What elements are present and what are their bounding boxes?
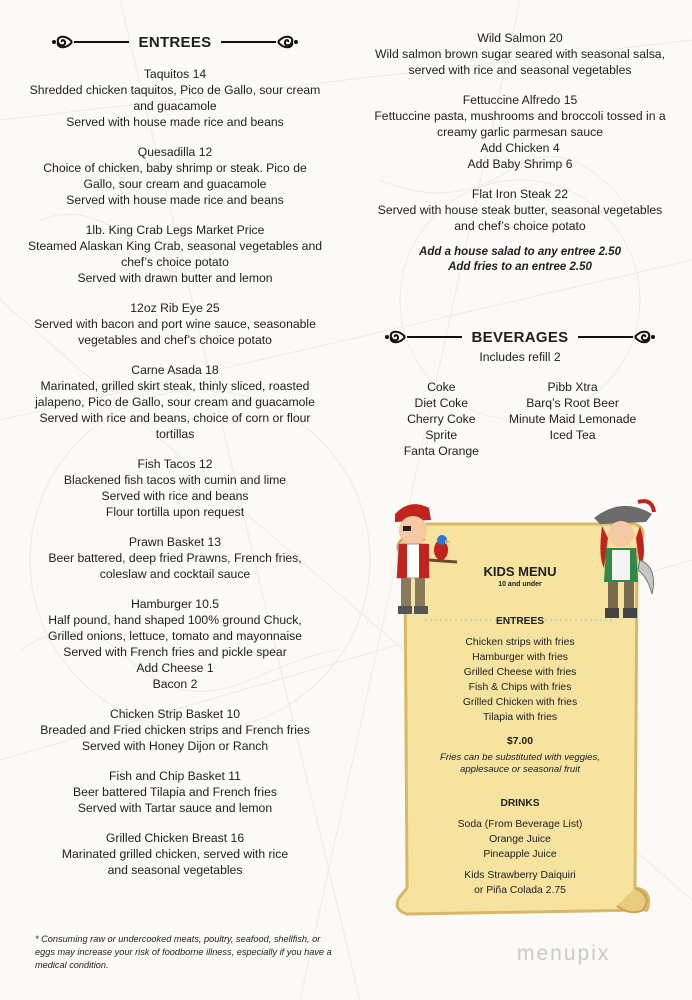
kids-entree-item: Grilled Cheese with fries — [463, 667, 577, 678]
menu-item-name: Wild Salmon 20 — [477, 31, 563, 45]
menu-item — [10, 830, 340, 878]
menu-item-description: Served with house made rice and beans — [66, 115, 284, 129]
kids-drinks-title: DRINKS — [500, 798, 540, 809]
menu-item — [10, 534, 340, 582]
menu-item — [10, 456, 340, 520]
kids-entree-item: Tilapia with fries — [482, 712, 558, 723]
menu-item-description: Choice of chicken, baby shrimp or steak. Pico de — [43, 161, 307, 175]
menu-item-description: Served with house steak butter, seasonal vegetables — [377, 203, 663, 217]
beverage-item: Coke — [427, 380, 456, 394]
menu-item-description: Bacon 2 — [152, 677, 198, 691]
menu-item-name: Chicken Strip Basket 10 — [109, 707, 241, 721]
menu-item-description: jalapeno, Pico de Gallo, sour cream and guacamole — [35, 395, 315, 409]
kids-menu-body — [415, 614, 625, 898]
menu-item-description: creamy garlic parmesan sauce — [437, 125, 603, 139]
menu-item-description: served with rice and seasonal vegetables — [408, 63, 632, 77]
menu-item — [355, 186, 685, 234]
menu-item-description: Breaded and Fried chicken strips and French fries — [40, 723, 310, 737]
scroll-ornament-icon — [578, 327, 655, 347]
menu-item-description: Served with bacon and port wine sauce, seasonable — [34, 317, 316, 331]
menu-item-description: Blackened fish tacos with cumin and lime — [63, 473, 287, 487]
menu-item — [10, 144, 340, 208]
kids-entree-item: Hamburger with fries — [472, 652, 568, 663]
menu-item-description: Add Chicken 4 — [480, 141, 560, 155]
menu-item — [355, 30, 685, 78]
menu-item-description: and chef’s choice potato — [454, 219, 586, 233]
menu-item — [355, 92, 685, 172]
menu-item-description: coleslaw and cocktail sauce — [99, 567, 251, 581]
menu-item — [10, 596, 340, 692]
beverage-item: Diet Coke — [414, 396, 469, 410]
menu-item-description: Served with French fries and pickle spear — [63, 645, 287, 659]
beverages-header — [355, 325, 685, 349]
menu-item — [10, 768, 340, 816]
menu-item-description: Fettuccine pasta, mushrooms and broccoli tossed in a — [374, 109, 666, 123]
menu-item-description: and seasonal vegetables — [107, 863, 243, 877]
menu-item-description: Served with Tartar sauce and lemon — [77, 801, 273, 815]
menu-item-description: Served with house made rice and beans — [66, 193, 284, 207]
kids-drink-item: Pineapple Juice — [483, 849, 557, 860]
menu-item-description: Steamed Alaskan King Crab, seasonal vegetables and — [27, 239, 323, 253]
parrot-icon — [429, 535, 457, 562]
menu-item-name: Hamburger 10.5 — [130, 597, 220, 611]
kids-special-line: or Piña Colada 2.75 — [474, 885, 566, 896]
kids-menu-scroll — [385, 518, 655, 923]
kids-entrees-list — [415, 635, 625, 725]
menu-item — [10, 222, 340, 286]
beverages-subtitle: Includes refill 2 — [479, 350, 561, 364]
menu-item-name: Taquitos 14 — [143, 67, 207, 81]
beverage-item: Sprite — [425, 428, 458, 442]
right-column — [355, 30, 685, 459]
sword-icon — [638, 560, 654, 594]
menu-item-description: Beer battered, deep fried Prawns, French fries, — [48, 551, 302, 565]
beverage-item: Iced Tea — [549, 428, 596, 442]
kids-special-line: Kids Strawberry Daiquiri — [464, 870, 576, 881]
menu-item — [10, 300, 340, 348]
menu-item-description: Shredded chicken taquitos, Pico de Gallo, sour cream — [29, 83, 321, 97]
kids-drink-item: Soda (From Beverage List) — [457, 819, 583, 830]
menu-item-description: vegetables and chef’s choice potato — [78, 333, 272, 347]
kids-entree-item: Fish & Chips with fries — [468, 682, 572, 693]
menu-item-name: 1lb. King Crab Legs Market Price — [85, 223, 265, 237]
menu-item-name: Fettuccine Alfredo 15 — [462, 93, 578, 107]
beverage-item: Fanta Orange — [403, 444, 479, 458]
kids-menu-title: KIDS MENU — [483, 564, 557, 579]
menu-item-description: Flour tortilla upon request — [105, 505, 245, 519]
menu-item-description: Add Cheese 1 — [136, 661, 214, 675]
menu-item-name: Fish Tacos 12 — [137, 457, 213, 471]
menu-item-description: Wild salmon brown sugar seared with seasonal salsa, — [375, 47, 665, 61]
menu-item-name: Grilled Chicken Breast 16 — [105, 831, 245, 845]
menu-item-description: Add Baby Shrimp 6 — [467, 157, 573, 171]
menu-item-name: 12oz Rib Eye 25 — [130, 301, 220, 315]
menu-item-description: chef’s choice potato — [121, 255, 229, 269]
menu-item-description: tortillas — [155, 427, 195, 441]
menu-item-description: Served with rice and beans — [101, 489, 249, 503]
beverages-list — [355, 379, 685, 459]
kids-entree-item: Grilled Chicken with fries — [462, 697, 578, 708]
kids-special-drink — [415, 868, 625, 898]
kids-entree-item: Chicken strips with fries — [465, 637, 575, 648]
menu-item-description: Served with drawn butter and lemon — [77, 271, 273, 285]
entrees-list — [10, 66, 340, 878]
kids-entrees-title: ENTREES — [495, 616, 545, 627]
menu-item-description: Half pound, hand shaped 100% ground Chuck, — [48, 613, 302, 627]
beverage-item: Cherry Coke — [407, 412, 476, 426]
menu-item-description: Gallo, sour cream and guacamole — [83, 177, 267, 191]
menu-item-description: Grilled onions, lettuce, tomato and mayonnaise — [47, 629, 303, 643]
beverage-item: Barq’s Root Beer — [526, 396, 619, 410]
menu-item — [10, 66, 340, 130]
menu-item-description: Served with Honey Dijon or Ranch — [81, 739, 269, 753]
menu-item-description: Served with rice and beans, choice of corn or flour — [39, 411, 311, 425]
pirate-girl-icon — [588, 498, 660, 628]
kids-drinks-list — [415, 817, 625, 862]
menupix-watermark: menupix — [517, 942, 611, 965]
beverages-column-1 — [404, 379, 479, 459]
menu-item-name: Flat Iron Steak 22 — [471, 187, 569, 201]
menu-item-description: and guacamole — [133, 99, 217, 113]
menu-item-description: Marinated, grilled skirt steak, thinly sliced, roasted — [40, 379, 310, 393]
menu-item-name: Prawn Basket 13 — [128, 535, 222, 549]
kids-menu-subtitle: 10 and under — [498, 581, 542, 588]
menu-item — [10, 362, 340, 442]
addon-fries: Add fries to an entree 2.50 — [448, 261, 592, 273]
kids-fries-note: Fries can be substituted with veggies, applesauce or seasonal fruit — [440, 752, 600, 775]
beverage-item: Minute Maid Lemonade — [508, 412, 637, 426]
kids-price: $7.00 — [506, 736, 533, 747]
food-safety-disclaimer: * Consuming raw or undercooked meats, poultry, seafood, shellfish, or eggs may increase your risk of foodborne illness, especially if you have a medical condition. — [35, 934, 332, 970]
addon-salad: Add a house salad to any entree 2.50 — [419, 246, 621, 258]
pirate-boy-icon — [385, 500, 465, 625]
menu-item-name: Quesadilla 12 — [137, 145, 213, 159]
menu-item — [10, 706, 340, 754]
entrees-section — [10, 30, 340, 878]
beverages-column-2 — [509, 379, 636, 459]
menu-item-name: Fish and Chip Basket 11 — [109, 769, 241, 783]
beverages-title: BEVERAGES — [471, 328, 569, 346]
entrees-header — [10, 30, 340, 54]
scroll-ornament-icon — [52, 32, 129, 52]
entrees-title: ENTREES — [138, 33, 212, 51]
menu-item-name: Carne Asada 18 — [131, 363, 219, 377]
more-entrees-list — [355, 30, 685, 234]
scroll-ornament-icon — [385, 327, 462, 347]
menu-item-description: Beer battered Tilapia and French fries — [73, 785, 277, 799]
menu-item-description: Marinated grilled chicken, served with rice — [61, 847, 289, 861]
kids-drink-item: Orange Juice — [489, 834, 551, 845]
scroll-ornament-icon — [221, 32, 298, 52]
beverage-item: Pibb Xtra — [547, 380, 598, 394]
